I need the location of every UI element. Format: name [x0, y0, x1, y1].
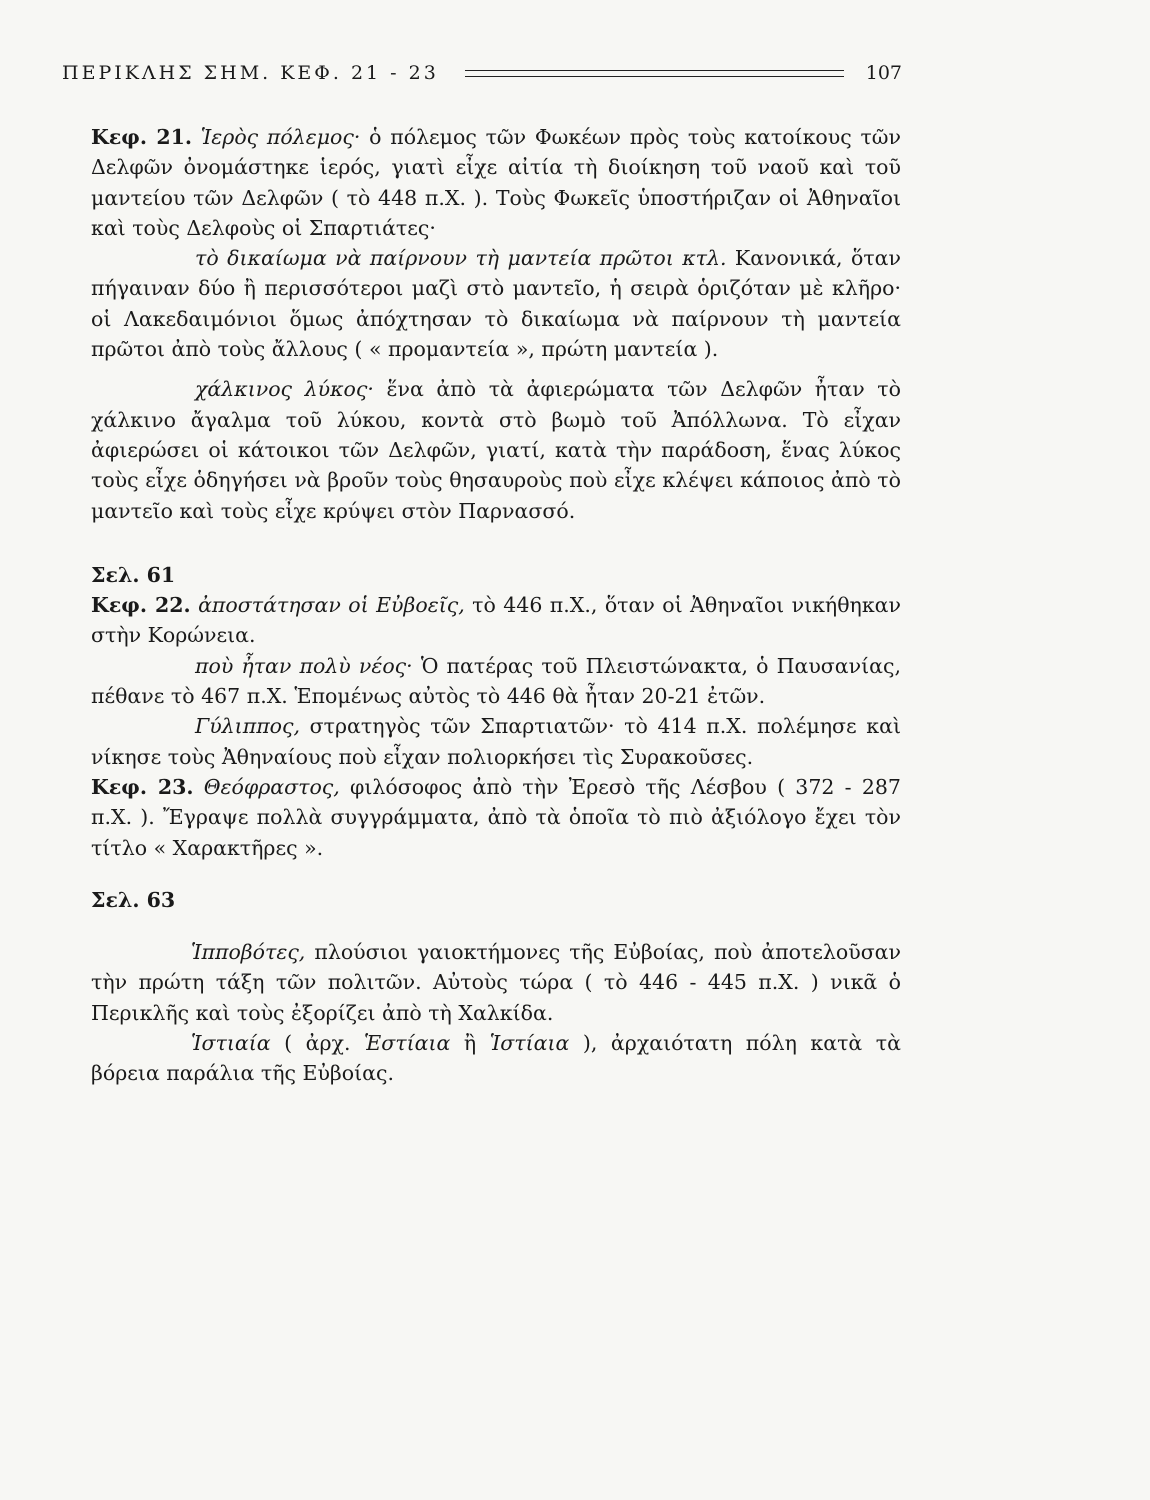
note-text: ὁ πόλεμος τῶν Φωκέων πρὸς τοὺς κατοίκους τῶν Δελφῶν ὀνομάστηκε ἱερός, γιατὶ εἶχε αἰτία τὴ διοίκηση τοῦ ναοῦ καὶ τοῦ μαντείου τῶν Δελφῶν ( τὸ 448 π.Χ. ). Τοὺς Φωκεῖς ὑποστήριζαν οἱ Ἀθηναῖοι καὶ τοὺς Δελφοὺς οἱ Σπαρτιάτες· [91, 125, 901, 240]
lemma: Θεόφραστος, [203, 774, 340, 799]
note-ch21-prerogative [91, 243, 901, 364]
lemma: ποὺ ἦταν πολὺ νέος· [195, 653, 413, 678]
note-text: Κανονικά, ὅταν πήγαιναν δύο ἢ περισσότεροι μαζὶ στὸ μαντεῖο, ἡ σειρὰ ὁριζόταν μὲ κλῆρο· οἱ Λακεδαιμόνιοι ὅμως ἀπόχτησαν τὸ δικαίωμα νὰ παίρνουν τὴ μαντεία πρῶτοι ἀπὸ τοὺς ἄλλους ( « προμαντεία », πρώτη μαντεία ). [91, 246, 901, 362]
note-ch23-theophrastus [91, 772, 901, 863]
page-body [91, 122, 901, 1089]
note-hippobotai [91, 937, 901, 1028]
note-ch21-bronze-wolf [91, 374, 901, 525]
chapter-label: Κεφ. 23. [91, 774, 194, 799]
lemma: Ἱερὸς πόλεμος· [200, 125, 361, 149]
note-text: φιλόσοφος ἀπὸ τὴν Ἐρεσὸ τῆς Λέσβου ( 372 - 287 π.Χ. ). Ἔγραψε πολλὰ συγγράμματα, ἀπὸ τὰ ὁποῖα τὸ πιὸ ἀξιόλογο ἔχει τὸν τίτλο « Χαρακτῆρες ». [91, 774, 901, 860]
lemma: Ἱστιαία [191, 1031, 271, 1056]
chapter-label: Κεφ. 22. [91, 593, 191, 618]
note-text: τὸ 446 π.Χ., ὅταν οἱ Ἀθηναῖοι νικήθηκαν στὴν Κορώνεια. [91, 593, 901, 648]
note-text: Ὁ πατέρας τοῦ Πλειστώνακτα, ὁ Παυσανίας, πέθανε τὸ 467 π.Χ. Ἑπομένως αὐτὸς τὸ 446 θὰ ἦταν 20-21 ἐτῶν. [91, 653, 901, 709]
note-ch21-holy-war [91, 122, 901, 243]
note-histiaia [91, 1028, 901, 1089]
running-header-title: ΠΕΡΙΚΛΗΣ ΣΗΜ. ΚΕΦ. 21 - 23 [62, 62, 439, 84]
lemma: τὸ δικαίωμα νὰ παίρνουν τὴ μαντεία πρῶτοι κτλ. [195, 246, 727, 271]
note-text: πλούσιοι γαιοκτήμονες τῆς Εὐβοίας, ποὺ ἀποτελοῦσαν τὴν πρώτη τάξη τῶν πολιτῶν. Αὐτοὺς τώρα ( τὸ 446 - 445 π.Χ. ) νικᾶ ὁ Περικλῆς καὶ τοὺς ἐξορίζει ἀπὸ τὴ Χαλκίδα. [91, 940, 901, 1025]
note-text: ἢ [463, 1031, 477, 1056]
lemma: Ἑστίαια [364, 1031, 451, 1056]
chapter-label: Κεφ. 21. [91, 125, 193, 149]
page-number: 107 [865, 62, 902, 84]
page-reference-63 [91, 885, 901, 915]
lemma: ἀποστάτησαν οἱ Εὐβοεῖς, [198, 593, 465, 618]
page-ref-label: Σελ. [91, 562, 140, 587]
note-text: ( ἀρχ. [284, 1031, 351, 1056]
lemma: χάλκινος λύκος· [195, 377, 374, 402]
page-ref-number: 63 [146, 887, 176, 912]
page-reference-61 [91, 560, 901, 590]
running-header [62, 58, 902, 88]
note-ch22-gylippus [91, 711, 901, 772]
note-ch22-euboeans [91, 590, 901, 651]
note-ch22-young [91, 651, 901, 712]
lemma: Ἱπποβότες, [191, 940, 306, 965]
page-ref-label: Σελ. [91, 887, 140, 912]
lemma: Ἱστίαια [489, 1031, 570, 1056]
header-double-rule [465, 70, 844, 77]
lemma: Γύλιππος, [195, 714, 301, 739]
page-ref-number: 61 [146, 562, 176, 587]
note-text: ἕνα ἀπὸ τὰ ἀφιερώματα τῶν Δελφῶν ἦταν τὸ χάλκινο ἄγαλμα τοῦ λύκου, κοντὰ στὸ βωμὸ τοῦ Ἀπόλλωνα. Τὸ εἶχαν ἀφιερώσει οἱ κάτοικοι τῶν Δελφῶν, γιατί, κατὰ τὴν παράδοση, ἕνας λύκος τοὺς εἶχε ὁδηγήσει νὰ βροῦν τοὺς θησαυροὺς ποὺ εἶχε κλέψει κάποιος ἀπὸ τὸ μαντεῖο καὶ τοὺς εἶχε κρύψει στὸν Παρνασσό. [91, 377, 901, 523]
note-text: ), ἀρχαιότατη πόλη κατὰ τὰ βόρεια παράλια τῆς Εὐβοίας. [91, 1031, 901, 1086]
note-text: στρατηγὸς τῶν Σπαρτιατῶν· τὸ 414 π.Χ. πολέμησε καὶ νίκησε τοὺς Ἀθηναίους ποὺ εἶχαν πολιορκήσει τὶς Συρακοῦσες. [91, 714, 901, 769]
